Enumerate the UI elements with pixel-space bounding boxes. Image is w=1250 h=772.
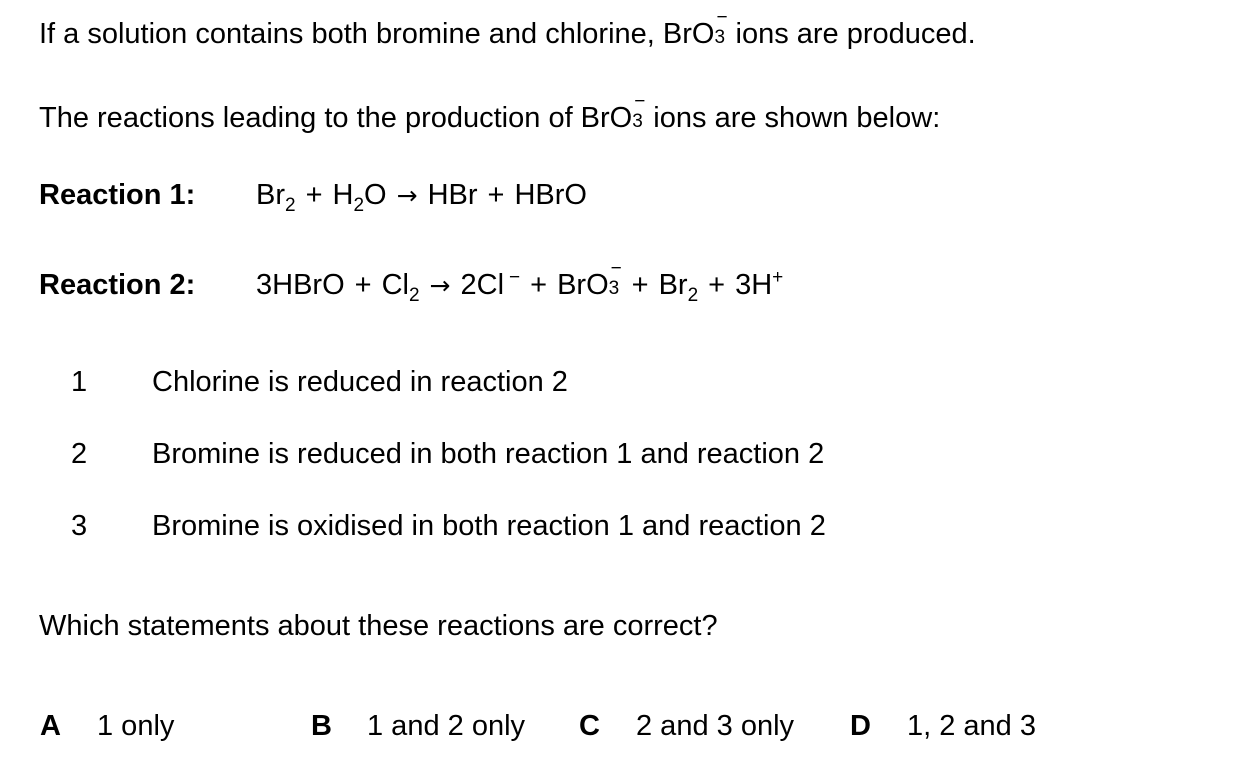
- reaction-2-reactant-hbro: 3HBrO: [256, 269, 345, 301]
- bromine-symbol: Br: [658, 269, 688, 301]
- bromate-charge: [632, 91, 646, 132]
- reaction-2-product-hydrogen-ion: [735, 269, 783, 301]
- statement-3: [71, 512, 826, 541]
- statement-number: 2: [71, 438, 88, 470]
- bromate-superscript: −: [716, 7, 728, 28]
- plus-sign: +: [305, 179, 323, 211]
- option-b-text[interactable]: 1 and 2 only: [367, 710, 526, 742]
- bromate-symbol: BrO: [557, 269, 609, 301]
- hydrogen-symbol: H: [332, 179, 354, 211]
- option-c-text[interactable]: 2 and 3 only: [636, 710, 795, 742]
- plus-sign: +: [631, 269, 649, 301]
- hydrogen-subscript: 2: [353, 195, 365, 216]
- reaction-2-product-chloride: [461, 269, 521, 301]
- reaction-arrow-icon: →: [396, 181, 418, 210]
- bromate-subscript: 3: [714, 27, 726, 48]
- statement-1: [71, 368, 568, 397]
- chlorine-subscript: 2: [408, 285, 420, 306]
- option-c-letter[interactable]: C: [579, 710, 600, 742]
- reaction-arrow-icon: →: [429, 271, 451, 300]
- reaction-1-label: Reaction 1:: [39, 179, 196, 211]
- statement-text: Chlorine is reduced in reaction 2: [152, 366, 568, 398]
- reaction-1-product-hbr: HBr: [427, 179, 478, 211]
- bromate-subscript: 3: [632, 111, 643, 132]
- bromine-subscript: 2: [687, 285, 699, 306]
- bromate-superscript: −: [634, 91, 646, 112]
- lead-text-start: The reactions leading to the production of BrO: [39, 102, 633, 134]
- option-a-letter[interactable]: A: [40, 710, 61, 742]
- reaction-2-product-bromine: [658, 269, 699, 306]
- reaction-1-reactant-bromine: [256, 179, 296, 216]
- intro-text-end: ions are produced.: [727, 18, 976, 50]
- question-text: Which statements about these reactions are correct?: [39, 610, 718, 642]
- bromine-subscript: 2: [285, 195, 296, 216]
- bromate-superscript: −: [610, 258, 622, 279]
- intro-sentence: [39, 7, 976, 50]
- oxygen-symbol: O: [364, 179, 387, 211]
- bromate-subscript: 3: [608, 278, 620, 299]
- option-b-letter[interactable]: B: [311, 710, 332, 742]
- statement-text: Bromine is reduced in both reaction 1 and reaction 2: [152, 438, 825, 470]
- reaction-2-label: Reaction 2:: [39, 269, 196, 301]
- chloride-symbol: 2Cl: [460, 269, 505, 301]
- plus-sign: +: [354, 269, 372, 301]
- reaction-1-reactant-water: [332, 179, 387, 216]
- lead-sentence: [39, 91, 941, 134]
- bromate-charge: [608, 258, 622, 299]
- statement-number: 3: [71, 510, 88, 542]
- intro-text-start: If a solution contains both bromine and chlorine, BrO: [39, 18, 715, 50]
- plus-sign: +: [487, 179, 505, 211]
- hydrogen-ion-charge: +: [772, 267, 784, 288]
- reaction-2-reactant-chlorine: [381, 269, 420, 306]
- plus-sign: +: [530, 269, 548, 301]
- hydrogen-ion-symbol: 3H: [735, 269, 773, 301]
- lead-text-end: ions are shown below:: [645, 102, 941, 134]
- reaction-1: [39, 179, 587, 216]
- option-d-text[interactable]: 1, 2 and 3: [907, 710, 1036, 742]
- bromate-charge: [714, 7, 728, 48]
- statement-number: 1: [71, 366, 88, 398]
- bromine-symbol: Br: [256, 179, 285, 211]
- statement-2: [71, 440, 824, 469]
- reaction-2: [39, 258, 784, 306]
- plus-sign: +: [708, 269, 726, 301]
- reaction-2-product-bromate: [557, 258, 622, 301]
- reaction-1-product-hbro: HBrO: [514, 179, 587, 211]
- chlorine-symbol: Cl: [381, 269, 409, 301]
- chloride-charge: −: [509, 267, 521, 288]
- statement-text: Bromine is oxidised in both reaction 1 and reaction 2: [152, 510, 826, 542]
- option-d-letter[interactable]: D: [850, 710, 871, 742]
- option-a-text[interactable]: 1 only: [97, 710, 175, 742]
